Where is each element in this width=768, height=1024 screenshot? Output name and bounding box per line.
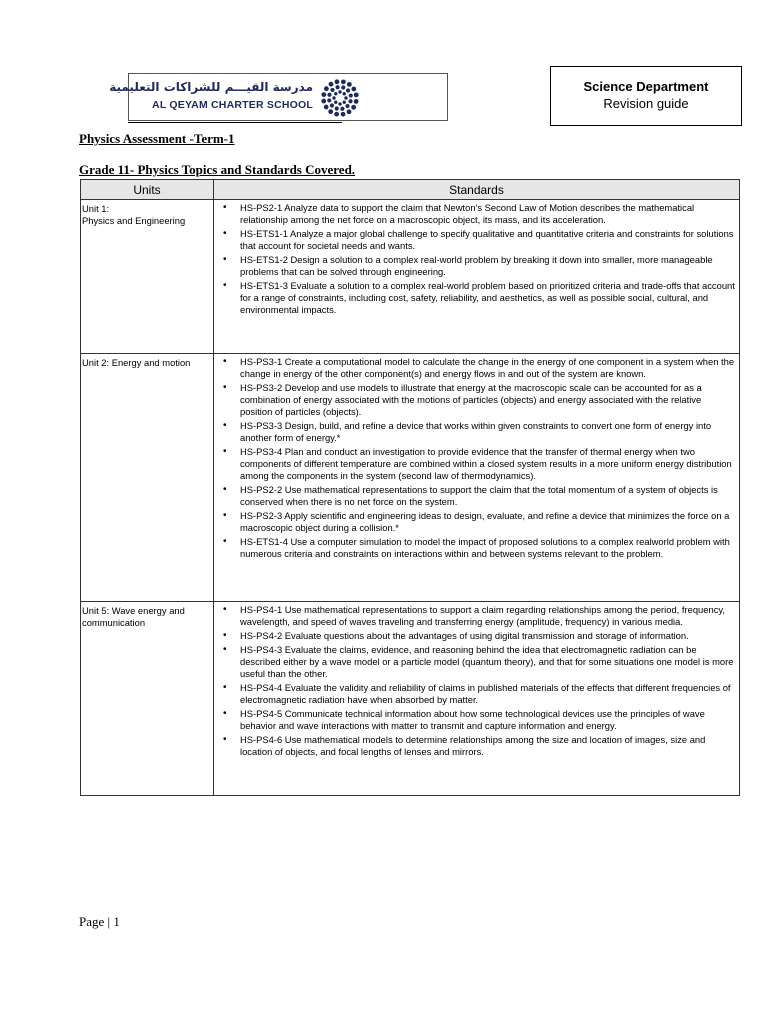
standard-item: • HS-PS3-1 Create a computational model to calculate the change in the energy of one component in a system when the change in energy of the other component(s) and energy flows in and out of the system are known. <box>240 356 735 380</box>
standards-cell <box>214 602 740 796</box>
standard-item: • HS-ETS1-1 Analyze a major global challenge to specify qualitative and quantitative criteria and constraints for solutions that account for societal needs and wants. <box>240 228 735 252</box>
standards-table <box>80 179 740 796</box>
unit-cell <box>81 200 214 354</box>
standard-item: • HS-PS3-3 Design, build, and refine a device that works within given constraints to convert one form of energy into another form of energy.* <box>240 420 735 444</box>
school-logo-box <box>109 73 448 121</box>
department-title: Science Department <box>583 79 709 94</box>
logo-underline <box>128 122 342 123</box>
standard-item: • HS-PS4-3 Evaluate the claims, evidence, and reasoning behind the idea that electromagnetic radiation can be described either by a wave model or a particle model (quantum theory), and that for some situations one model is more useful than the other. <box>240 644 735 680</box>
unit-cell <box>81 602 214 796</box>
standard-item: • HS-PS4-6 Use mathematical models to determine relationships among the size and location of images, size and location of objects, and focal lengths of lenses and mirrors. <box>240 734 735 758</box>
grade-title: Grade 11- Physics Topics and Standards Covered. <box>79 162 356 177</box>
standard-item: • HS-PS2-2 Use mathematical representations to support the claim that the total momentum of a system of objects is conserved when there is no net force on the system. <box>240 484 735 508</box>
page-number: Page | 1 <box>79 914 120 929</box>
standard-item: • HS-PS4-4 Evaluate the validity and reliability of claims in published materials of the effects that different frequencies of electromagnetic radiation have when absorbed by matter. <box>240 682 735 706</box>
standards-cell <box>214 354 740 602</box>
unit-label-line2: Physics and Engineering <box>82 215 186 226</box>
standards-list <box>214 200 739 316</box>
standard-item: • HS-ETS1-3 Evaluate a solution to a complex real-world problem based on prioritized criteria and trade-offs that account for a range of constraints, including cost, safety, reliability, and aesthetics, as well as possible social, cultural, and environmental impacts. <box>240 280 735 316</box>
table-row-unit-5 <box>81 602 740 796</box>
standards-cell <box>214 200 740 354</box>
standard-item: • HS-PS4-5 Communicate technical information about how some technological devices use the principles of wave behavior and wave interactions with matter to transmit and capture information and energy. <box>240 708 735 732</box>
standard-item: • HS-PS4-2 Evaluate questions about the advantages of using digital transmission and storage of information. <box>240 630 735 642</box>
standards-list <box>214 354 739 560</box>
dotted-circle-logo-icon <box>319 78 361 118</box>
assessment-title: Physics Assessment -Term-1 <box>79 131 235 146</box>
unit-label: Unit 1: <box>82 203 110 214</box>
unit-label: Unit 2: Energy and motion <box>82 357 191 368</box>
standard-item: • HS-PS4-1 Use mathematical representations to support a claim regarding relationships among the period, frequency, wavelength, and speed of waves traveling and transferring energy (amplitude, frequency) in various media. <box>240 604 735 628</box>
standard-item: • HS-PS3-4 Plan and conduct an investigation to provide evidence that the transfer of thermal energy when two components of different temperature are combined within a closed system results in a more uniform energy distribution among the components in the system (second law of thermodynamics). <box>240 446 735 482</box>
standard-item: • HS-ETS1-4 Use a computer simulation to model the impact of proposed solutions to a complex realworld problem with numerous criteria and constraints on interactions within and between systems relevant to the problem. <box>240 536 735 560</box>
standard-item: • HS-PS3-2 Develop and use models to illustrate that energy at the macroscopic scale can be accounted for as a combination of energy associated with the motions of particles (objects) and energy associated with the relative position of particles (objects). <box>240 382 735 418</box>
table-row-unit-2 <box>81 354 740 602</box>
department-subtitle: Revision guide <box>603 96 689 111</box>
table-row-unit-1 <box>81 200 740 354</box>
unit-cell <box>81 354 214 602</box>
school-name-english: AL QEYAM CHARTER SCHOOL <box>152 99 313 111</box>
department-box <box>550 66 742 126</box>
unit-label: Unit 5: Wave energy and communication <box>82 605 185 628</box>
standard-item: • HS-ETS1-2 Design a solution to a complex real-world problem by breaking it down into smaller, more manageable problems that can be solved through engineering. <box>240 254 735 278</box>
standard-item: • HS-PS2-3 Apply scientific and engineering ideas to design, evaluate, and refine a device that minimizes the force on a macroscopic object during a collision.* <box>240 510 735 534</box>
standards-list <box>214 602 739 758</box>
table-header-row <box>81 180 740 200</box>
standard-item: • HS-PS2-1 Analyze data to support the claim that Newton's Second Law of Motion describes the mathematical relationship among the net force on a macroscopic object, its mass, and its acceleration. <box>240 202 735 226</box>
units-column-header: Units <box>81 180 214 200</box>
school-name-arabic: مدرسة القيـــم للشراكات التعليمية <box>109 80 313 94</box>
standards-column-header: Standards <box>214 180 740 200</box>
